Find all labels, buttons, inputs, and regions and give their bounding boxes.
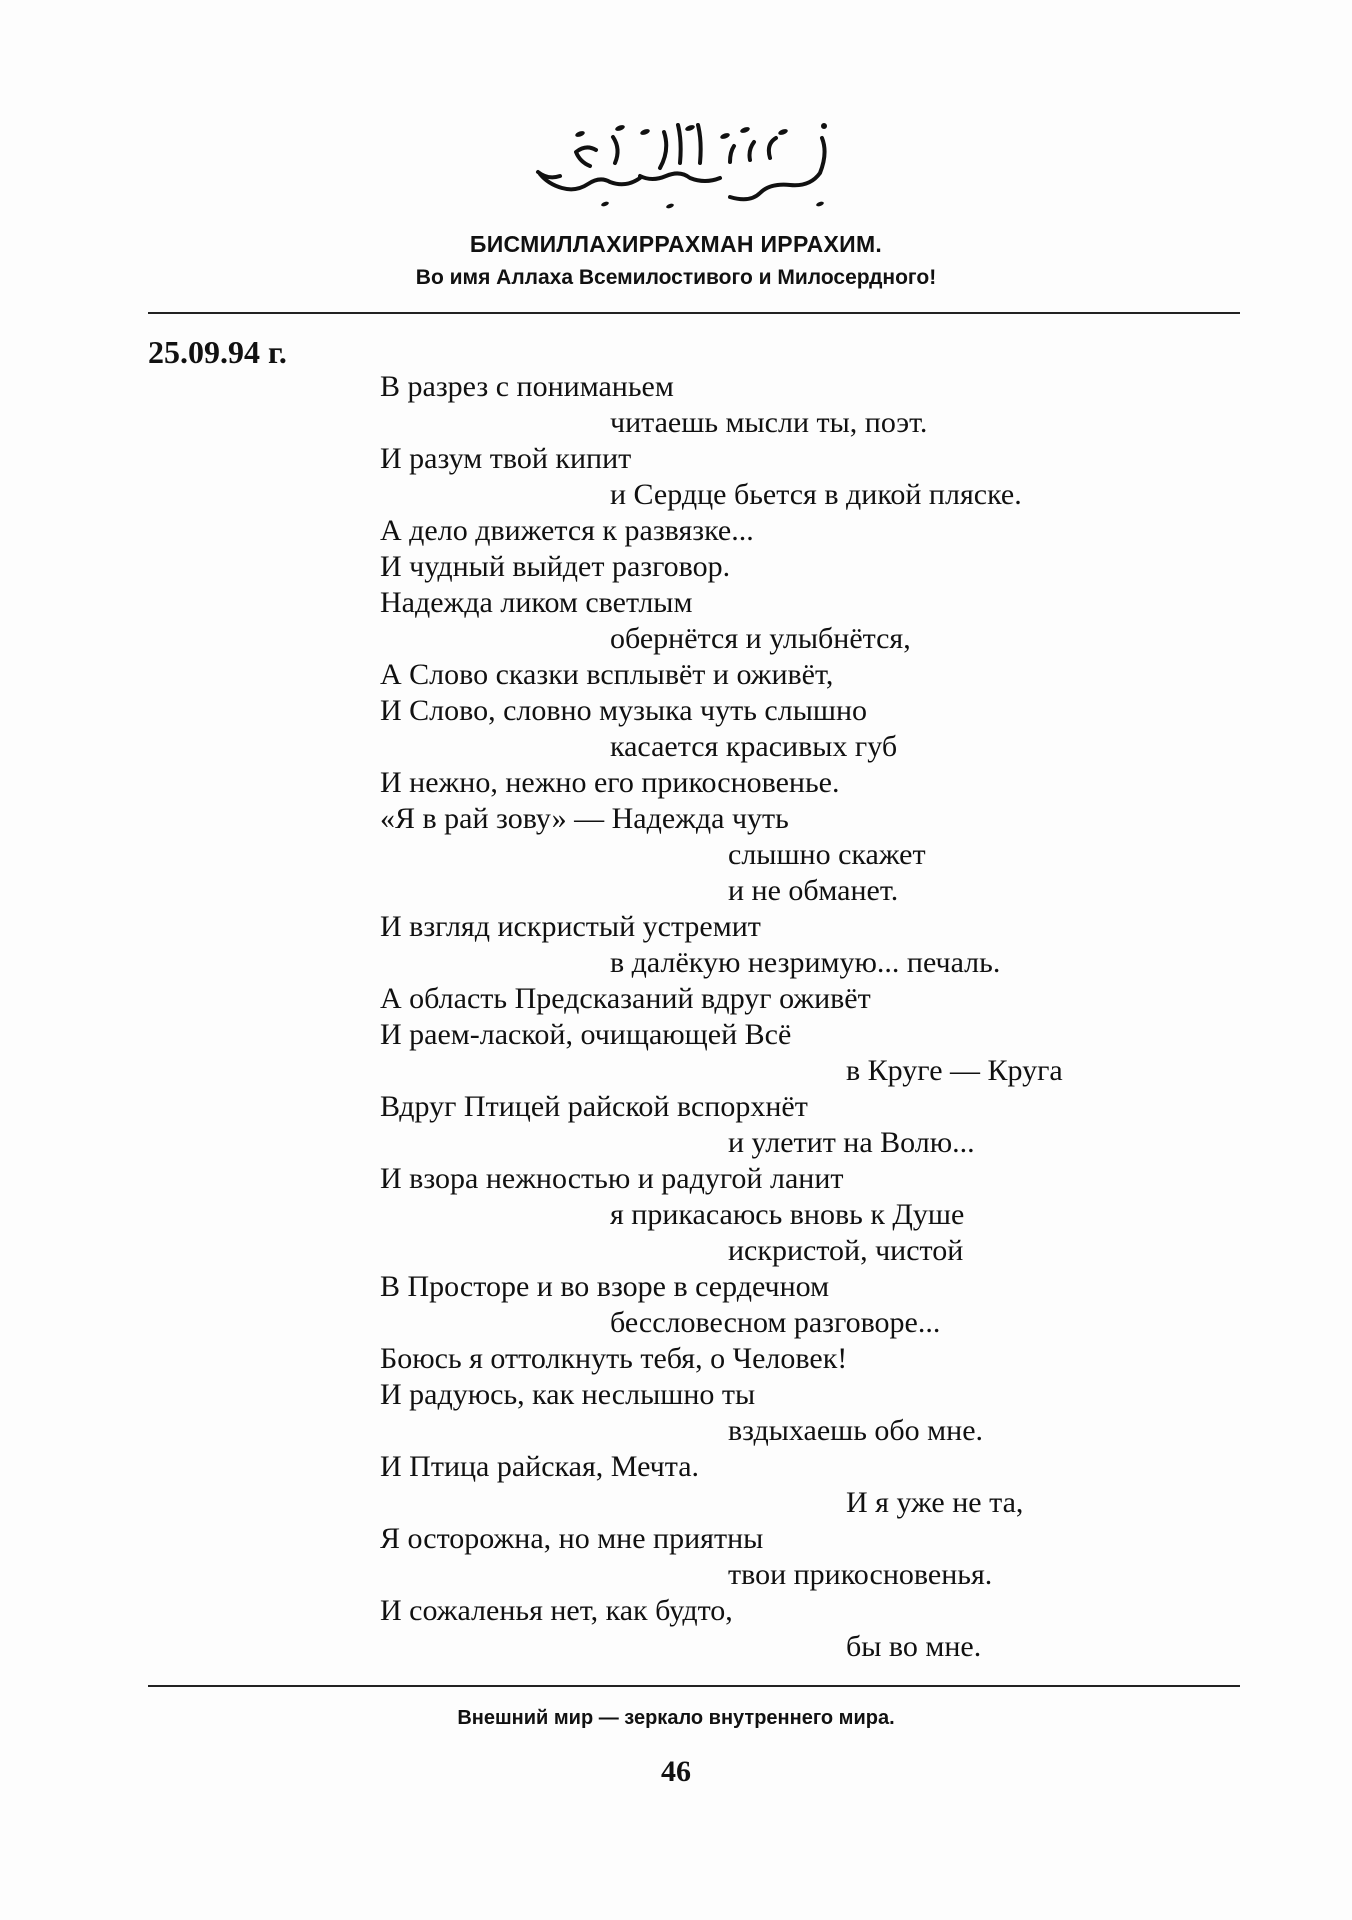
poem-line: И я уже не та, bbox=[846, 1486, 1024, 1519]
poem-line: И взгляд искристый устремит bbox=[380, 910, 761, 943]
poem-line: Надежда ликом светлым bbox=[380, 586, 693, 619]
poem-date: 25.09.94 г. bbox=[148, 334, 287, 370]
header-subtitle: Во имя Аллаха Всемилостивого и Милосердного! bbox=[415, 266, 937, 289]
poem-line: А дело движется к развязке... bbox=[380, 514, 754, 547]
poem-line: И взора нежностью и радугой ланит bbox=[380, 1162, 844, 1195]
poem-line: бы во мне. bbox=[846, 1630, 982, 1663]
top-divider bbox=[148, 312, 1240, 314]
poem-line: И сожаленья нет, как будто, bbox=[380, 1594, 733, 1627]
poem-line: Боюсь я оттолкнуть тебя, о Человек! bbox=[380, 1342, 848, 1375]
poem-line: я прикасаюсь вновь к Душе bbox=[610, 1198, 965, 1231]
poem-line: и улетит на Волю... bbox=[728, 1126, 975, 1159]
poem-line: А область Предсказаний вдруг оживёт bbox=[380, 982, 871, 1015]
bottom-divider bbox=[148, 1685, 1240, 1687]
poem-line: И раем-лаской, очищающей Всё bbox=[380, 1018, 792, 1051]
poem-line: И разум твой кипит bbox=[380, 442, 632, 475]
poem-line: твои прикосновенья. bbox=[728, 1558, 993, 1591]
poem-line: И Слово, словно музыка чуть слышно bbox=[380, 694, 868, 727]
poem-line: и не обманет. bbox=[728, 874, 899, 907]
poem-line: и Сердце бьется в дикой пляске. bbox=[610, 478, 1022, 511]
poem-line: «Я в рай зову» — Надежда чуть bbox=[380, 802, 789, 835]
poem-line: искристой, чистой bbox=[728, 1234, 964, 1267]
poem-line: Вдруг Птицей райской вспорхнёт bbox=[380, 1090, 808, 1123]
basmala-calligraphy bbox=[520, 118, 850, 218]
header-title: БИСМИЛЛАХИРРАХМАН ИРРАХИМ. bbox=[469, 231, 883, 257]
poem-line: И радуюсь, как неслышно ты bbox=[380, 1378, 756, 1411]
poem-line: в Круге — Круга bbox=[846, 1054, 1063, 1087]
poem-line: в далёкую незримую... печаль. bbox=[610, 946, 1001, 979]
poem-line: бессловесном разговоре... bbox=[610, 1306, 941, 1339]
poem-line: В разрез с пониманьем bbox=[380, 370, 674, 403]
poem-line: обернётся и улыбнётся, bbox=[610, 622, 911, 655]
page-number: 46 bbox=[661, 1755, 691, 1788]
poem-line: И нежно, нежно его прикосновенье. bbox=[380, 766, 840, 799]
poem-line: А Слово сказки всплывёт и оживёт, bbox=[380, 658, 834, 691]
poem-line: читаешь мысли ты, поэт. bbox=[610, 406, 928, 439]
poem-line: Я осторожна, но мне приятны bbox=[380, 1522, 764, 1555]
poem-line: вздыхаешь обо мне. bbox=[728, 1414, 984, 1447]
poem-line: касается красивых губ bbox=[610, 730, 898, 763]
poem-line: И чудный выйдет разговор. bbox=[380, 550, 731, 583]
poem-line: В Просторе и во взоре в сердечном bbox=[380, 1270, 830, 1303]
poem-line: И Птица райская, Мечта. bbox=[380, 1450, 700, 1483]
poem-line: слышно скажет bbox=[728, 838, 926, 871]
footer-motto: Внешний мир — зеркало внутреннего мира. bbox=[457, 1707, 895, 1729]
